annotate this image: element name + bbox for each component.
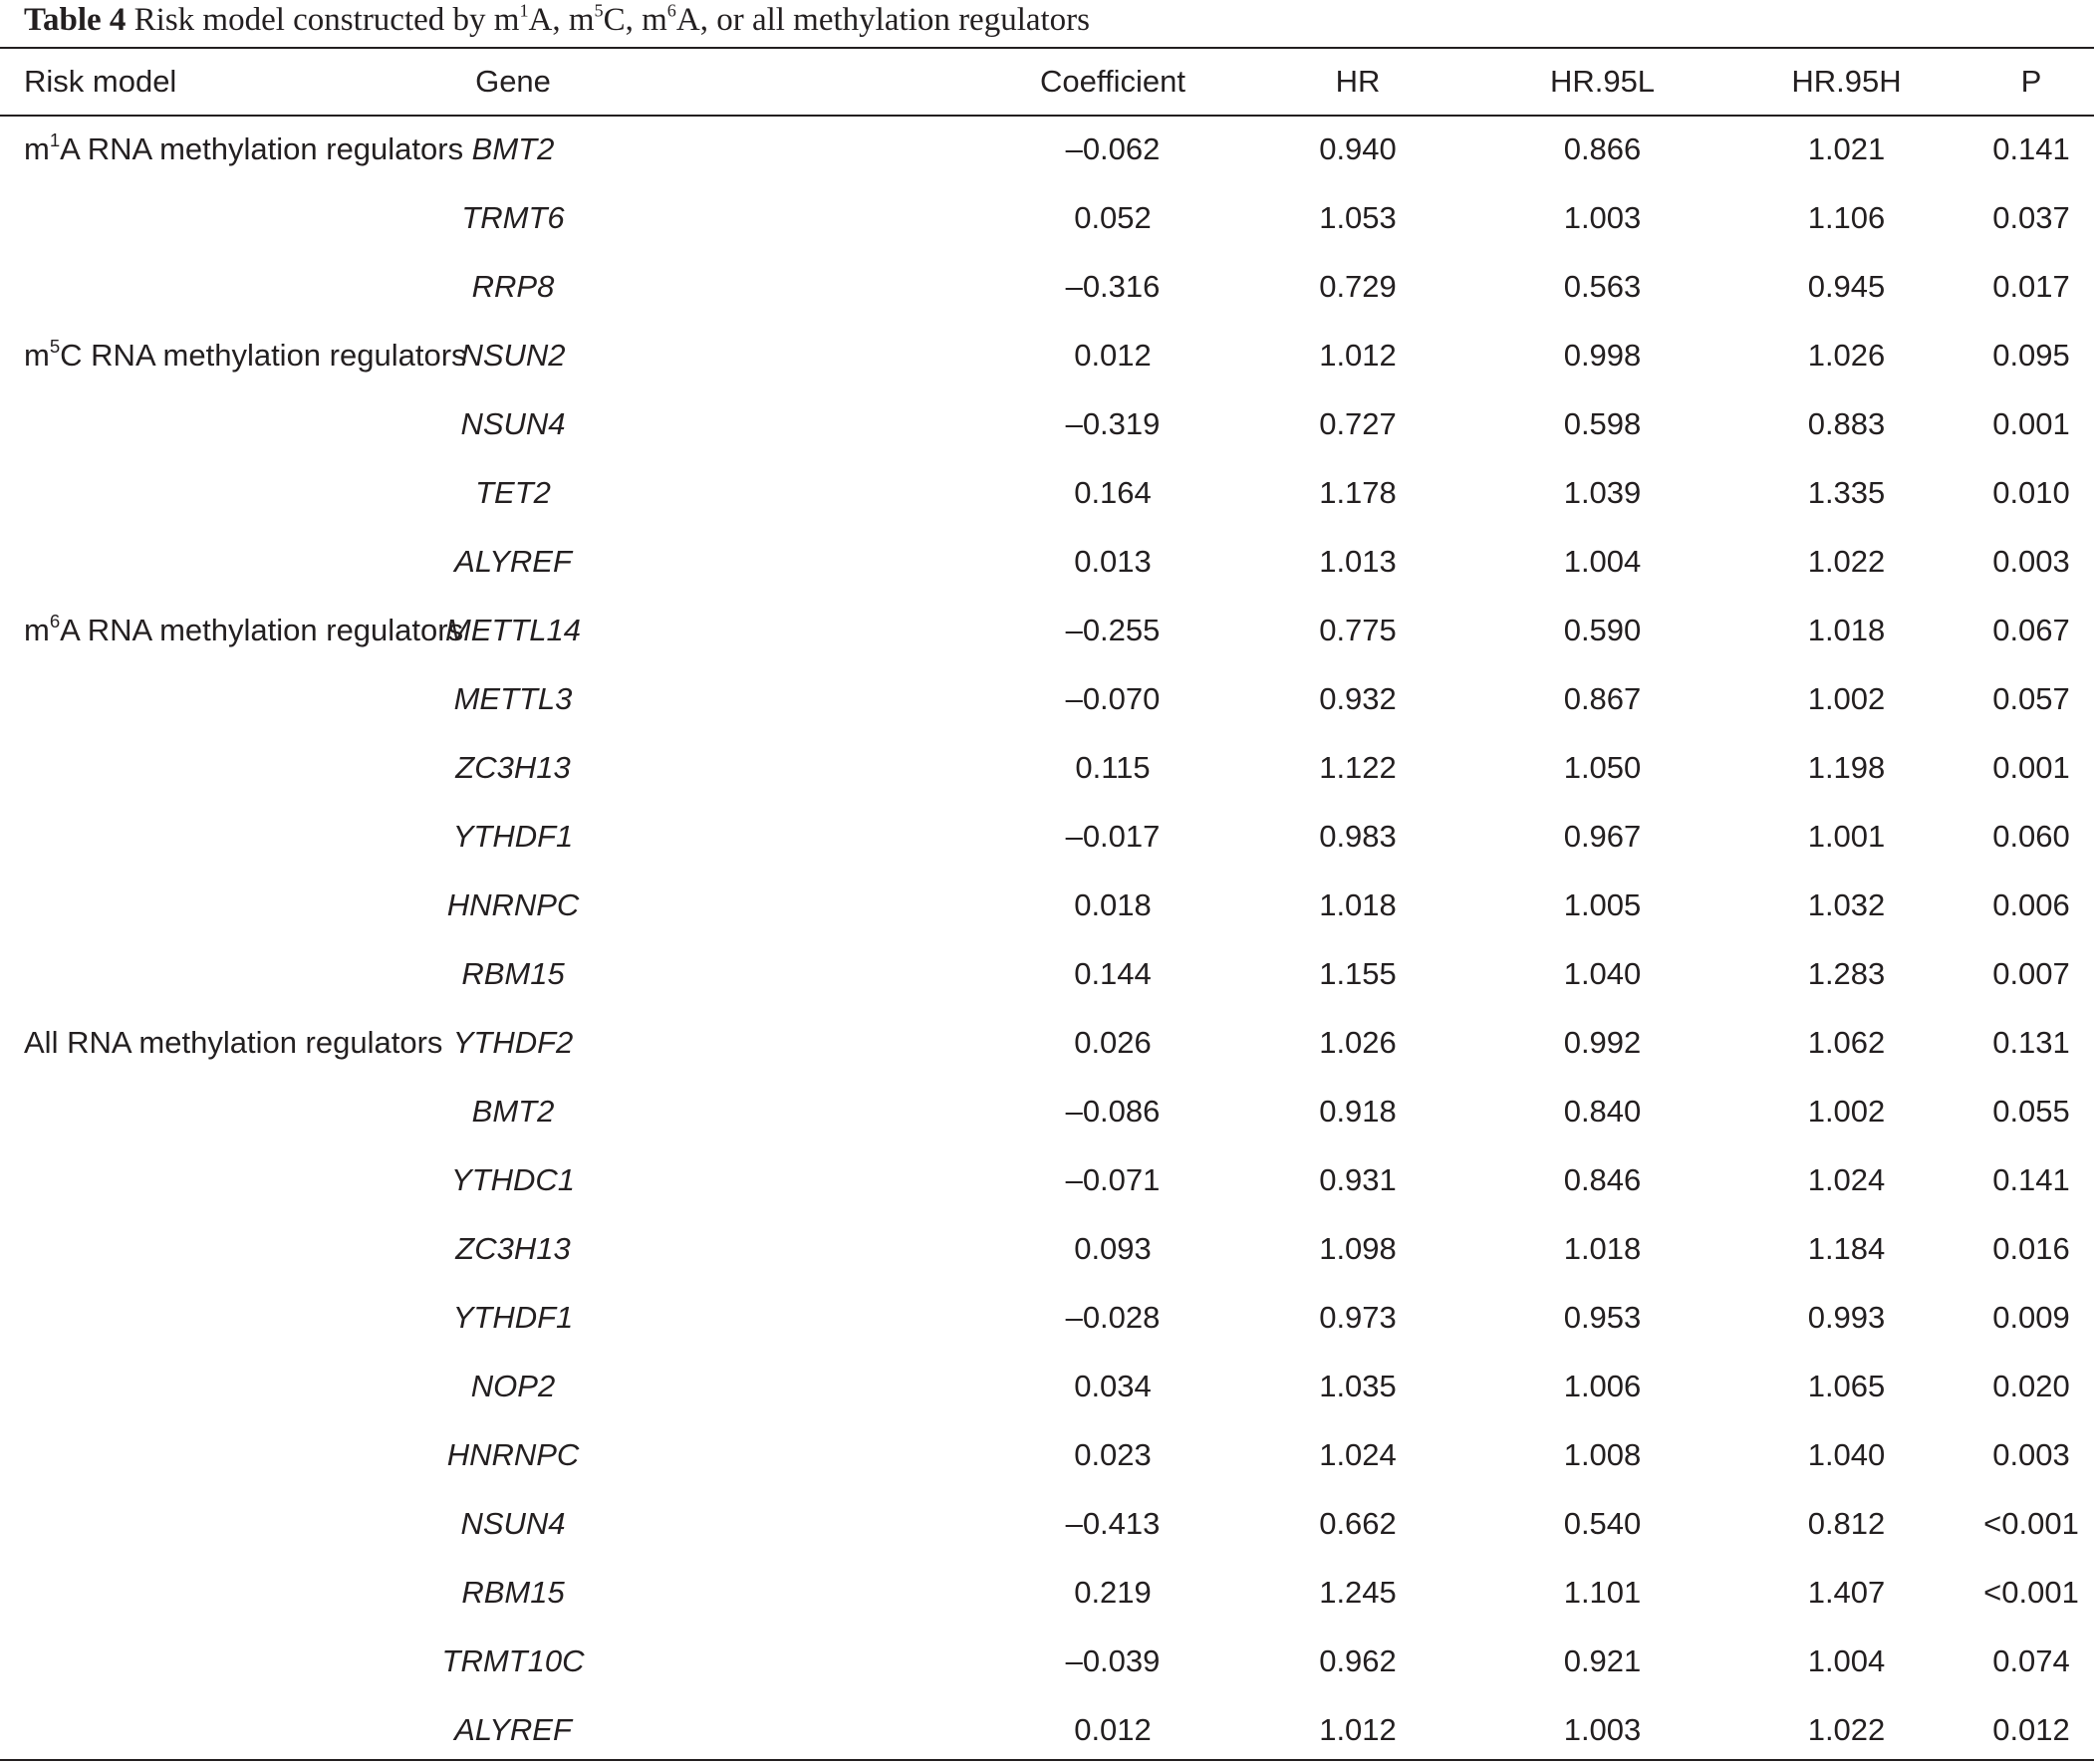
cell-hr95l: 1.101 (1563, 1574, 1642, 1610)
cell-hr95h: 1.024 (1807, 1161, 1886, 1197)
cell-p: 0.001 (1992, 405, 2070, 441)
cell-risk-model (0, 321, 506, 389)
gene-name: RRP8 (471, 268, 555, 304)
table-row (0, 1489, 2094, 1558)
cell-gene (461, 939, 990, 1008)
gene-name: NSUN2 (460, 337, 566, 373)
cell-hr95l: 0.866 (1563, 130, 1642, 166)
cell-hr95l: 1.040 (1563, 955, 1642, 991)
cell-gene (452, 1283, 990, 1352)
cell-hr: 1.024 (1319, 1436, 1397, 1472)
cell-gene (444, 596, 990, 664)
cell-gene (460, 321, 990, 389)
cell-hr: 1.018 (1319, 886, 1397, 922)
cell-hr95l: 1.018 (1563, 1230, 1642, 1266)
column-header-hr95l: HR.95L (1549, 64, 1656, 99)
cell-gene (460, 389, 990, 458)
cell-hr95h: 0.993 (1807, 1299, 1886, 1335)
cell-gene (452, 802, 990, 871)
column-header-hr: HR (1335, 64, 1381, 99)
cell-hr95l: 1.003 (1563, 1711, 1642, 1747)
cell-hr: 0.662 (1319, 1505, 1397, 1541)
cell-coefficient: –0.071 (1065, 1161, 1161, 1197)
cell-hr95l: 1.004 (1563, 543, 1642, 579)
cell-hr: 0.983 (1319, 818, 1397, 854)
cell-coefficient: –0.413 (1065, 1505, 1161, 1541)
cell-p: 0.020 (1992, 1368, 2070, 1403)
table-row (0, 1558, 2094, 1627)
cell-coefficient: 0.115 (1075, 749, 1151, 785)
cell-hr95h: 0.883 (1807, 405, 1886, 441)
column-header-coefficient: Coefficient (1040, 64, 1185, 99)
cell-hr: 1.245 (1319, 1574, 1397, 1610)
caption-superscript: 1 (519, 0, 529, 21)
risk-model-superscript: 5 (49, 335, 61, 357)
cell-coefficient: –0.316 (1065, 268, 1161, 304)
gene-name: ZC3H13 (455, 749, 571, 785)
cell-p: 0.003 (1992, 543, 2070, 579)
cell-gene (446, 871, 990, 939)
risk-model-name: All RNA methylation regulators (24, 1024, 443, 1060)
cell-hr: 0.940 (1319, 130, 1397, 166)
cell-hr95h: 1.198 (1807, 749, 1886, 785)
table-row (0, 115, 2094, 183)
cell-gene (461, 183, 990, 252)
cell-p: 0.016 (1992, 1230, 2070, 1266)
gene-name: METTL3 (453, 680, 573, 716)
cell-p: 0.007 (1992, 955, 2070, 991)
cell-hr: 0.729 (1319, 268, 1397, 304)
cell-hr95h: 1.022 (1807, 543, 1886, 579)
cell-coefficient: –0.086 (1065, 1093, 1161, 1129)
cell-gene (460, 1489, 990, 1558)
cell-coefficient: 0.219 (1074, 1574, 1152, 1610)
cell-coefficient: 0.164 (1074, 474, 1152, 510)
table-row (0, 939, 2094, 1008)
cell-gene (471, 115, 990, 183)
risk-model-superscript: 1 (49, 128, 61, 150)
cell-gene (461, 1558, 990, 1627)
gene-name: ZC3H13 (455, 1230, 571, 1266)
cell-p: 0.057 (1992, 680, 2070, 716)
cell-coefficient: –0.070 (1065, 680, 1161, 716)
table-row (0, 1695, 2094, 1764)
risk-model-table (0, 49, 2094, 1764)
table-row (0, 733, 2094, 802)
cell-hr95l: 0.967 (1563, 818, 1642, 854)
cell-hr95h: 1.065 (1807, 1368, 1886, 1403)
risk-model-name: m (24, 130, 50, 166)
table-row (0, 664, 2094, 733)
cell-hr: 0.918 (1319, 1093, 1397, 1129)
gene-name: NSUN4 (460, 405, 566, 441)
column-header-gene: Gene (475, 64, 551, 99)
cell-p: 0.003 (1992, 1436, 2070, 1472)
cell-risk-model (0, 1008, 506, 1077)
cell-gene (455, 1214, 990, 1283)
cell-coefficient: –0.255 (1065, 612, 1161, 647)
cell-hr95l: 1.039 (1563, 474, 1642, 510)
cell-hr: 0.727 (1319, 405, 1397, 441)
cell-p: 0.012 (1992, 1711, 2070, 1747)
cell-p: <0.001 (1983, 1574, 2079, 1610)
cell-p: 0.037 (1992, 199, 2070, 235)
cell-hr95h: 1.026 (1807, 337, 1886, 373)
cell-hr95l: 0.992 (1563, 1024, 1642, 1060)
cell-p: 0.067 (1992, 612, 2070, 647)
cell-hr95h: 1.283 (1807, 955, 1886, 991)
cell-hr95l: 0.846 (1563, 1161, 1642, 1197)
cell-hr95h: 1.021 (1807, 130, 1886, 166)
gene-name: METTL14 (444, 612, 582, 647)
cell-gene (441, 1627, 990, 1695)
table-row (0, 458, 2094, 527)
table-row (0, 1145, 2094, 1214)
cell-hr95h: 1.407 (1807, 1574, 1886, 1610)
cell-gene (453, 664, 990, 733)
cell-hr95l: 0.840 (1563, 1093, 1642, 1129)
table-body (0, 115, 2094, 1764)
cell-hr95l: 0.921 (1563, 1642, 1642, 1678)
cell-hr: 0.931 (1319, 1161, 1397, 1197)
cell-hr95l: 0.867 (1563, 680, 1642, 716)
cell-gene (454, 527, 990, 596)
cell-hr95h: 1.002 (1807, 680, 1886, 716)
cell-risk-model (0, 115, 506, 183)
cell-hr95h: 1.032 (1807, 886, 1886, 922)
cell-hr95h: 1.040 (1807, 1436, 1886, 1472)
cell-hr: 0.973 (1319, 1299, 1397, 1335)
risk-model-name-suffix: A RNA methylation regulators (60, 612, 464, 647)
cell-coefficient: 0.018 (1074, 886, 1152, 922)
gene-name: HNRNPC (446, 1436, 580, 1472)
cell-gene (471, 252, 990, 321)
table-caption-label: Table 4 (24, 2, 127, 38)
cell-coefficient: 0.013 (1074, 543, 1152, 579)
gene-name: RBM15 (461, 955, 565, 991)
gene-name: BMT2 (471, 1093, 555, 1129)
cell-coefficient: –0.028 (1065, 1299, 1161, 1335)
cell-p: 0.009 (1992, 1299, 2070, 1335)
table-header-row (0, 49, 2094, 115)
cell-p: 0.060 (1992, 818, 2070, 854)
caption-text-segment: Risk model constructed by m (126, 2, 520, 38)
gene-name: ALYREF (454, 543, 572, 579)
cell-hr95h: 1.106 (1807, 199, 1886, 235)
gene-name: TRMT6 (461, 199, 565, 235)
risk-model-name-suffix: C RNA methylation regulators (60, 337, 467, 373)
gene-name: ALYREF (454, 1711, 572, 1747)
table-row (0, 1214, 2094, 1283)
cell-p: 0.141 (1992, 1161, 2070, 1197)
risk-model-name-suffix: A RNA methylation regulators (60, 130, 464, 166)
column-header-hr95h: HR.95H (1791, 64, 1902, 99)
table-row (0, 1420, 2094, 1489)
cell-hr95h: 1.062 (1807, 1024, 1886, 1060)
risk-model-name: m (24, 612, 50, 647)
cell-hr95h: 1.022 (1807, 1711, 1886, 1747)
risk-model-name: m (24, 337, 50, 373)
cell-hr: 1.026 (1319, 1024, 1397, 1060)
gene-name: TRMT10C (441, 1642, 585, 1678)
cell-coefficient: –0.039 (1065, 1642, 1161, 1678)
cell-p: 0.131 (1992, 1024, 2070, 1060)
cell-hr95l: 1.003 (1563, 199, 1642, 235)
caption-text-segment: A, or all methylation regulators (675, 2, 1091, 38)
table-row (0, 527, 2094, 596)
cell-hr95l: 0.590 (1563, 612, 1642, 647)
caption-superscript: 5 (594, 0, 604, 21)
cell-hr95l: 1.005 (1563, 886, 1642, 922)
cell-coefficient: 0.012 (1074, 337, 1152, 373)
cell-hr95h: 0.812 (1807, 1505, 1886, 1541)
gene-name: YTHDF2 (452, 1024, 574, 1060)
cell-coefficient: 0.034 (1074, 1368, 1152, 1403)
cell-gene (470, 1352, 990, 1420)
cell-gene (455, 733, 990, 802)
table-row (0, 802, 2094, 871)
cell-coefficient: 0.023 (1074, 1436, 1152, 1472)
cell-hr: 1.013 (1319, 543, 1397, 579)
cell-coefficient: 0.026 (1074, 1024, 1152, 1060)
cell-gene (450, 1145, 990, 1214)
gene-name: HNRNPC (446, 886, 580, 922)
risk-model-superscript: 6 (49, 610, 61, 631)
cell-gene (475, 458, 990, 527)
cell-hr95h: 0.945 (1807, 268, 1886, 304)
cell-coefficient: –0.062 (1065, 130, 1161, 166)
cell-p: 0.006 (1992, 886, 2070, 922)
cell-hr95l: 0.563 (1563, 268, 1642, 304)
cell-hr95l: 0.953 (1563, 1299, 1642, 1335)
cell-hr: 1.035 (1319, 1368, 1397, 1403)
cell-hr95h: 1.335 (1807, 474, 1886, 510)
table-row (0, 596, 2094, 664)
caption-text-segment: C, m (603, 2, 667, 38)
cell-hr: 1.098 (1319, 1230, 1397, 1266)
cell-p: <0.001 (1983, 1505, 2079, 1541)
gene-name: YTHDC1 (450, 1161, 575, 1197)
table-row (0, 1008, 2094, 1077)
caption-superscript: 6 (666, 0, 676, 21)
cell-risk-model (0, 596, 506, 664)
cell-hr: 1.178 (1319, 474, 1397, 510)
table-row (0, 1627, 2094, 1695)
cell-hr: 1.053 (1319, 199, 1397, 235)
cell-p: 0.095 (1992, 337, 2070, 373)
cell-hr95h: 1.004 (1807, 1642, 1886, 1678)
gene-name: YTHDF1 (452, 1299, 574, 1335)
cell-gene (446, 1420, 990, 1489)
cell-gene (452, 1008, 990, 1077)
cell-p: 0.141 (1992, 130, 2070, 166)
gene-name: BMT2 (471, 130, 555, 166)
cell-coefficient: 0.012 (1074, 1711, 1152, 1747)
cell-hr: 1.012 (1319, 337, 1397, 373)
cell-coefficient: –0.319 (1065, 405, 1161, 441)
cell-p: 0.055 (1992, 1093, 2070, 1129)
cell-hr95l: 1.006 (1563, 1368, 1642, 1403)
table-caption (24, 0, 1090, 44)
cell-p: 0.017 (1992, 268, 2070, 304)
cell-p: 0.074 (1992, 1642, 2070, 1678)
gene-name: RBM15 (461, 1574, 565, 1610)
table-row (0, 1352, 2094, 1420)
gene-name: NOP2 (470, 1368, 556, 1403)
cell-hr: 1.012 (1319, 1711, 1397, 1747)
cell-p: 0.010 (1992, 474, 2070, 510)
cell-gene (471, 1077, 990, 1145)
cell-hr: 1.155 (1319, 955, 1397, 991)
gene-name: YTHDF1 (452, 818, 574, 854)
cell-p: 0.001 (1992, 749, 2070, 785)
cell-hr: 1.122 (1319, 749, 1397, 785)
cell-hr95h: 1.001 (1807, 818, 1886, 854)
cell-hr95l: 0.540 (1563, 1505, 1642, 1541)
cell-hr95l: 0.598 (1563, 405, 1642, 441)
caption-text-segment: A, m (528, 2, 595, 38)
cell-coefficient: 0.052 (1074, 199, 1152, 235)
cell-hr: 0.775 (1319, 612, 1397, 647)
table-caption-text (126, 2, 1090, 38)
table-row (0, 252, 2094, 321)
cell-hr95l: 0.998 (1563, 337, 1642, 373)
cell-hr95h: 1.184 (1807, 1230, 1886, 1266)
cell-hr95l: 1.008 (1563, 1436, 1642, 1472)
cell-hr: 0.962 (1319, 1642, 1397, 1678)
table-row (0, 183, 2094, 252)
gene-name: TET2 (475, 474, 551, 510)
column-header-p: P (2020, 64, 2042, 99)
cell-hr: 0.932 (1319, 680, 1397, 716)
cell-hr95l: 1.050 (1563, 749, 1642, 785)
table-row (0, 1077, 2094, 1145)
cell-coefficient: –0.017 (1065, 818, 1161, 854)
cell-gene (454, 1695, 990, 1764)
table-row (0, 1283, 2094, 1352)
cell-coefficient: 0.093 (1074, 1230, 1152, 1266)
table-row (0, 871, 2094, 939)
cell-coefficient: 0.144 (1074, 955, 1152, 991)
cell-hr95h: 1.002 (1807, 1093, 1886, 1129)
cell-hr95h: 1.018 (1807, 612, 1886, 647)
column-header-risk-model: Risk model (24, 64, 177, 99)
table-row (0, 389, 2094, 458)
table-row (0, 321, 2094, 389)
gene-name: NSUN4 (460, 1505, 566, 1541)
